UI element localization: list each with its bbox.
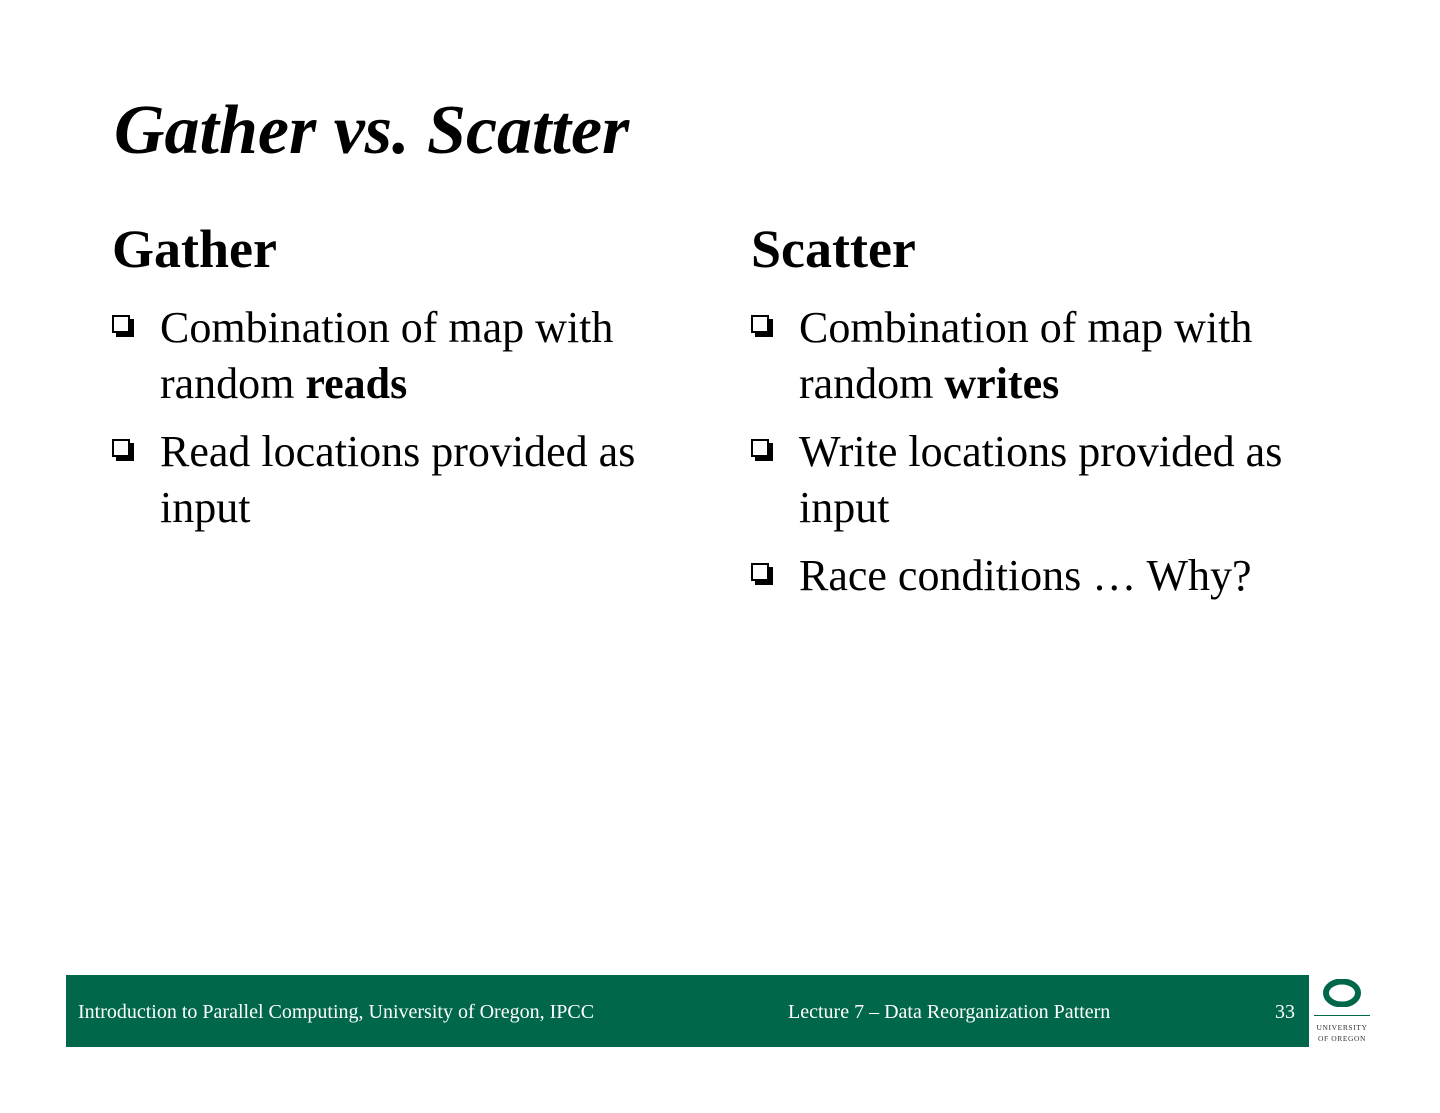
footer-course: Introduction to Parallel Computing, University of Oregon, IPCC [78, 1001, 595, 1023]
logo-text-university: UNIVERSITY [1316, 1023, 1368, 1032]
oregon-o-icon [1323, 979, 1361, 1007]
square-bullet-icon [751, 563, 773, 585]
bullet-bold-text: writes [944, 359, 1060, 408]
square-bullet-icon [112, 315, 134, 337]
bullet-text: Read locations provided as input [160, 427, 636, 532]
gather-bullet-list [112, 300, 712, 536]
bullet-item [112, 300, 712, 412]
bullet-item [751, 300, 1371, 412]
page-number: 33 [1275, 1001, 1295, 1023]
bullet-bold-text: reads [305, 359, 408, 408]
logo-divider [1314, 1015, 1370, 1016]
slide-title: Gather vs. Scatter [114, 92, 630, 169]
university-logo [1312, 976, 1372, 1046]
square-bullet-icon [751, 315, 773, 337]
scatter-bullet-list [751, 300, 1371, 604]
bullet-text: Write locations provided as input [799, 427, 1283, 532]
bullet-text: Combination of map with random [160, 303, 614, 408]
scatter-column [751, 218, 1371, 616]
square-bullet-icon [751, 439, 773, 461]
logo-text-oregon: OF OREGON [1317, 1034, 1367, 1043]
gather-column [112, 218, 712, 548]
bullet-item [751, 424, 1371, 536]
footer-lecture: Lecture 7 – Data Reorganization Pattern [788, 1001, 1111, 1023]
bullet-text: Combination of map with random [799, 303, 1253, 408]
square-bullet-icon [112, 439, 134, 461]
bullet-item [112, 424, 712, 536]
bullet-item [751, 548, 1371, 604]
bullet-text: Race conditions … Why? [799, 551, 1252, 600]
footer-bar [66, 975, 1309, 1047]
scatter-heading: Scatter [751, 219, 916, 279]
gather-heading: Gather [112, 219, 277, 279]
